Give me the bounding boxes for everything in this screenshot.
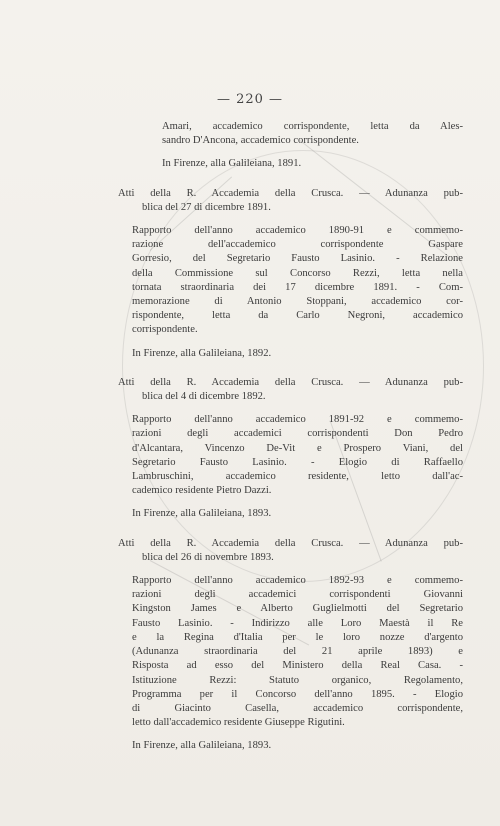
entry-body-line: Segretario Fausto Lasinio. - Elogio di Raffaello <box>132 456 463 468</box>
entry-body-line: Fausto Lasinio. - Indirizzo alle Loro Maestà il Re <box>132 617 463 629</box>
entry-line: sandro D'Ancona, accademico corrispondente. <box>162 135 359 147</box>
entry-body-line: Lambruschini, accademico residente, letto dall'ac- <box>132 471 463 483</box>
entry-body-line: Istituzione Rezzi: Statuto organico, Regolamento, <box>132 674 463 686</box>
entry-body-line: Kingston James e Alberto Guglielmotti del Segretario <box>132 603 463 615</box>
entry-title: blica del 27 di dicembre 1891. <box>142 201 271 213</box>
entry-continuation <box>118 120 463 172</box>
entry-body-line: razioni degli accademici corrispondenti Don Pedro <box>132 428 463 440</box>
entry-body-line: letto dall'accademico residente Giuseppe Rigutini. <box>132 717 345 729</box>
entry-body-line: Gorresio, del Segretario Fausto Lasinio. - Relazione <box>132 253 463 265</box>
entry-title: Atti della R. Accademia della Crusca. — Adunanza pub- <box>118 187 463 199</box>
entry-title: Atti della R. Accademia della Crusca. — Adunanza pub- <box>118 376 463 388</box>
entry-1892 <box>118 376 463 522</box>
entry-body-line: di Giacinto Casella, accademico corrispondente, <box>132 702 463 714</box>
entry-body-line: Risposta ad esso del Ministero della Real Casa. - <box>132 660 463 672</box>
entry-title: Atti della R. Accademia della Crusca. — Adunanza pub- <box>118 537 463 549</box>
entry-body-line: cademico residente Pietro Dazzi. <box>132 485 272 497</box>
entry-imprint: In Firenze, alla Galileiana, 1893. <box>132 508 272 520</box>
entry-body-line: tornata straordinaria dei 17 dicembre 1891. - Com- <box>132 281 463 293</box>
entry-1893 <box>118 537 463 754</box>
entry-body-line: d'Alcantara, Vincenzo De-Vit e Prospero Viani, del <box>132 442 463 454</box>
page-number: — 220 — <box>216 92 284 107</box>
entry-body-line: (Adunanza straordinaria del 21 aprile 1893) e <box>132 646 463 658</box>
entry-imprint: In Firenze, alla Galileiana, 1893. <box>132 740 272 752</box>
entry-body-line: razione dell'accademico corrispondente Gaspare <box>132 239 463 251</box>
entry-body-line: memorazione di Antonio Stoppani, accademico cor- <box>132 296 463 308</box>
entry-line: Amari, accademico corrispondente, letta da Ales- <box>162 121 463 132</box>
entry-imprint: In Firenze, alla Galileiana, 1891. <box>162 158 302 170</box>
entry-body-line: Rapporto dell'anno accademico 1890-91 e commemo- <box>132 225 463 237</box>
entry-imprint: In Firenze, alla Galileiana, 1892. <box>132 347 272 359</box>
entry-body-line: Rapporto dell'anno accademico 1892-93 e commemo- <box>132 575 463 587</box>
bibliography-text <box>118 120 463 754</box>
entry-body-line: corrispondente. <box>132 324 198 336</box>
entry-body-line: razioni degli accademici corrispondenti Giovanni <box>132 589 463 601</box>
entry-body-line: e la Regina d'Italia per le loro nozze d'argento <box>132 631 463 643</box>
entry-1891 <box>118 187 463 361</box>
entry-title: blica del 4 di dicembre 1892. <box>142 391 266 403</box>
entry-body-line: Programma per il Concorso dell'anno 1895. - Elogio <box>132 688 463 700</box>
entry-body-line: della Commissione sul Concorso Rezzi, letta nella <box>132 267 463 279</box>
entry-body-line: Rapporto dell'anno accademico 1891-92 e commemo- <box>132 414 463 426</box>
entry-title: blica del 26 di novembre 1893. <box>142 551 274 563</box>
entry-body-line: rispondente, letta da Carlo Negroni, accademico <box>132 310 463 322</box>
